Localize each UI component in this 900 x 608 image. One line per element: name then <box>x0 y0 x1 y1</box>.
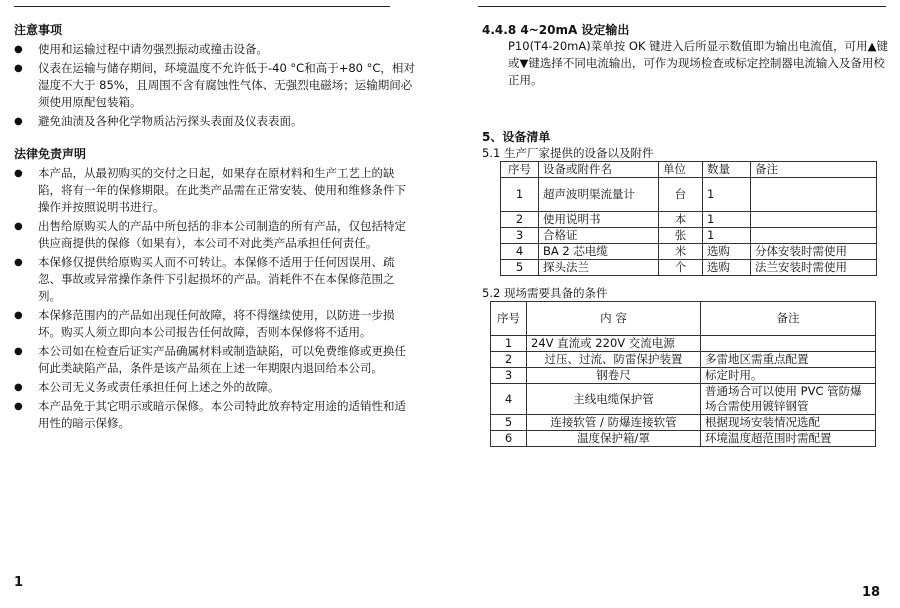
right-page <box>482 22 888 447</box>
table-cell: 1 <box>703 178 751 212</box>
table-cell: 钢卷尺 <box>527 368 701 384</box>
section-5-heading: 5、设备清单 <box>482 130 551 144</box>
table-cell: 分体安装时需使用 <box>751 244 877 260</box>
table-cell: 主线电缆保护管 <box>527 384 701 415</box>
top-rule-right <box>478 6 886 7</box>
table-cell <box>751 212 877 228</box>
table-cell: 24V 直流或 220V 交流电源 <box>527 336 701 352</box>
table-cell: 4 <box>501 244 539 260</box>
table-cell: 1 <box>703 228 751 244</box>
table-cell: 5 <box>491 415 527 431</box>
list-item: ● 本保修范围内的产品如出现任何故障，将不得继续使用，以防进一步损坏。购买人须立即向本公司报告任何故障，否则本保修将不适用。 <box>14 307 416 341</box>
list-item: ● 避免油渍及各种化学物质沾污探头表面及仪表表面。 <box>14 113 416 130</box>
table-cell: 3 <box>501 228 539 244</box>
table-header-cell: 设备或附件名 <box>539 162 659 178</box>
table-header-cell: 数量 <box>703 162 751 178</box>
table-cell: 连接软管 / 防爆连接软管 <box>527 415 701 431</box>
liability-title: 法律免责声明 <box>14 147 87 161</box>
table-cell: 个 <box>659 260 703 276</box>
table-cell: 本 <box>659 212 703 228</box>
table-header-cell: 备注 <box>751 162 877 178</box>
table-cell: 超声波明渠流量计 <box>539 178 659 212</box>
table-cell: 4 <box>491 384 527 415</box>
table-row <box>491 352 876 368</box>
table-row <box>501 260 877 276</box>
list-item: ● 使用和运输过程中请勿强烈振动或撞击设备。 <box>14 41 416 58</box>
table-cell: 标定时用。 <box>701 368 876 384</box>
table-cell: 3 <box>491 368 527 384</box>
table-cell: 台 <box>659 178 703 212</box>
equipment-table <box>500 161 877 276</box>
table-cell: 使用说明书 <box>539 212 659 228</box>
page-number-left: 1 <box>14 575 24 590</box>
table-cell: 选购 <box>703 244 751 260</box>
table-header-cell: 序号 <box>501 162 539 178</box>
table-cell: 温度保护箱/罩 <box>527 431 701 447</box>
list-item: ● 仪表在运输与储存期间，环境温度不允许低于-40 °C和高于+80 °C，相对湿度不大于 85%，且周围不含有腐蚀性气体、无强烈电磁场；运输期间必须使用原配包装箱。 <box>14 60 416 111</box>
section-448-text: P10(T4-20mA)菜单按 OK 键进入后所显示数值即为输出电流值，可用▲键或▼键选择不同电流输出，可作为现场检查或标定控制器电流输入及备用校正用。 <box>508 39 888 87</box>
table-cell: 多雷地区需重点配置 <box>701 352 876 368</box>
table-row <box>491 431 876 447</box>
list-item: ● 本产品免于其它明示或暗示保修。本公司特此放弃特定用途的适销性和适用性的暗示保修。 <box>14 398 416 432</box>
table-cell: 选购 <box>703 260 751 276</box>
table-row <box>501 228 877 244</box>
table-cell: 1 <box>491 336 527 352</box>
table-header-row <box>491 302 876 336</box>
table-cell: 普通场合可以使用 PVC 管防爆场合需使用镀锌钢管 <box>701 384 876 415</box>
table-row <box>501 244 877 260</box>
table-cell: 过压、过流、防雷保护装置 <box>527 352 701 368</box>
table-cell: 1 <box>703 212 751 228</box>
left-page <box>14 22 416 432</box>
notice-list <box>14 41 416 130</box>
table-row <box>501 178 877 212</box>
table-cell <box>701 336 876 352</box>
list-item: ● 本保修仅提供给原购买人而不可转让。本保修不适用于任何因误用、疏忽、事故或异常操作条件下引起损坏的产品。消耗件不在本保修范围之列。 <box>14 254 416 305</box>
list-item: ● 本公司无义务或责任承担任何上述之外的故障。 <box>14 379 416 396</box>
table-cell: 环境温度超范围时需配置 <box>701 431 876 447</box>
table-cell: BA 2 芯电缆 <box>539 244 659 260</box>
list-item: ● 本产品，从最初购买的交付之日起，如果存在原材料和生产工艺上的缺陷，将有一年的保修期限。在此类产品需在正常安装、使用和维修条件下操作并按照说明书进行。 <box>14 165 416 216</box>
list-item: ● 出售给原购买人的产品中所包括的非本公司制造的所有产品，仅包括特定供应商提供的保修（如果有），本公司不对此类产品承担任何责任。 <box>14 218 416 252</box>
page-number-right: 18 <box>862 585 881 600</box>
section-448-heading: 4.4.8 4~20mA 设定输出 <box>482 23 630 37</box>
table-cell: 2 <box>491 352 527 368</box>
site-conditions-table <box>490 301 876 447</box>
top-rule-left <box>14 6 390 7</box>
table-cell: 合格证 <box>539 228 659 244</box>
table-row <box>501 212 877 228</box>
table-cell: 5 <box>501 260 539 276</box>
table-row <box>491 368 876 384</box>
table-cell: 探头法兰 <box>539 260 659 276</box>
table-cell: 法兰安装时需使用 <box>751 260 877 276</box>
table-header-cell: 序号 <box>491 302 527 336</box>
notice-title: 注意事项 <box>14 23 63 37</box>
table-row <box>491 384 876 415</box>
list-item: ● 本公司如在检查后证实产品确属材料或制造缺陷，可以免费维修或更换任何此类缺陷产品，条件是该产品须在上述一年期限内退回给本公司。 <box>14 343 416 377</box>
table-row <box>491 336 876 352</box>
section-51-subheading: 5.1 生产厂家提供的设备以及附件 <box>482 146 654 160</box>
section-52-subheading: 5.2 现场需要具备的条件 <box>482 286 608 300</box>
liability-list <box>14 165 416 432</box>
table-cell: 米 <box>659 244 703 260</box>
table-cell: 2 <box>501 212 539 228</box>
table-cell: 1 <box>501 178 539 212</box>
table-cell: 根据现场安装情况选配 <box>701 415 876 431</box>
table-cell: 张 <box>659 228 703 244</box>
table-header-cell: 单位 <box>659 162 703 178</box>
table-cell <box>751 178 877 212</box>
table-cell: 6 <box>491 431 527 447</box>
table-row <box>491 415 876 431</box>
table-header-cell: 内 容 <box>527 302 701 336</box>
table-header-row <box>501 162 877 178</box>
table-header-cell: 备注 <box>701 302 876 336</box>
table-cell <box>751 228 877 244</box>
